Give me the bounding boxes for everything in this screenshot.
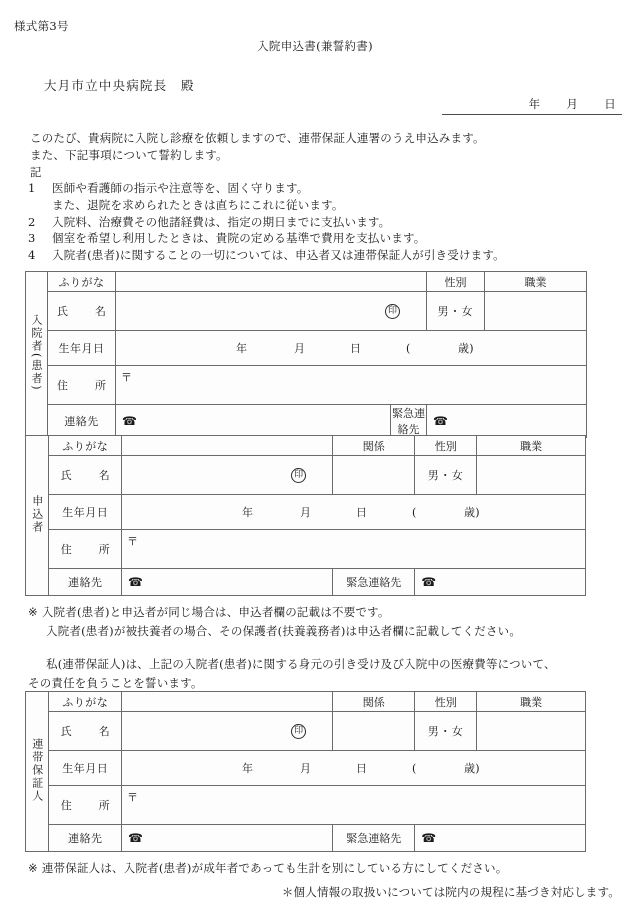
patient-gender-choice[interactable]: 男・女 [427, 292, 485, 331]
note-mark-icon: ※ [28, 605, 38, 619]
clause-number: 1 [28, 181, 36, 195]
patient-tel-input[interactable] [116, 405, 391, 438]
table-row [26, 436, 586, 456]
guarantor-dob-input[interactable] [121, 751, 585, 786]
guarantor-vertical-label: 連帯保証人 [26, 692, 49, 852]
mid-notes [28, 603, 628, 641]
date-month-label: 月 [566, 97, 579, 111]
clause-item [28, 230, 618, 247]
dob-field-guides [122, 504, 585, 520]
applicant-furigana-input[interactable] [121, 436, 332, 456]
furigana-label: ふりがな [48, 272, 116, 292]
dob-age-label: 歳) [458, 342, 474, 355]
patient-vertical-label: 入院者(患者) [26, 272, 48, 438]
ki-heading: 記 [30, 165, 42, 179]
relation-header: 関係 [333, 436, 415, 456]
clause-item [28, 214, 618, 231]
dob-month-label: 月 [299, 506, 312, 519]
footer-note-text: 連帯保証人は、入院者(患者)が成年者であっても生計を別にしている方にしてください。 [41, 861, 508, 875]
applicant-vertical-label: 申込者 [26, 436, 49, 596]
clause-list [28, 180, 618, 264]
mid-note-line-1 [28, 603, 628, 622]
emergency-tel-label: 緊急連絡先 [333, 569, 415, 596]
table-row [26, 712, 586, 751]
dob-month-label: 月 [294, 342, 306, 355]
table-row [26, 292, 587, 331]
clause-text: 入院料、治療費その他諸経費は、指定の期日までに支払います。 [52, 214, 391, 229]
applicant-name-input[interactable] [121, 456, 332, 495]
tel-label: 連絡先 [48, 405, 116, 438]
telephone-icon: ☎ [421, 830, 437, 845]
seal-mark: 印 [122, 468, 332, 483]
table-row [26, 272, 587, 292]
occupation-header: 職業 [477, 692, 586, 712]
table-row [26, 569, 586, 596]
applicant-address-input[interactable] [121, 530, 585, 569]
clause-text: 医師や看護師の指示や注意等を、固く守ります。 [52, 181, 309, 195]
applicant-tel-input[interactable] [121, 569, 332, 596]
table-row [26, 751, 586, 786]
telephone-icon: ☎ [127, 574, 143, 589]
furigana-label: ふりがな [49, 436, 122, 456]
privacy-note: ＊個人情報の取扱いについては院内の規程に基づき対応します。 [281, 885, 620, 899]
dob-day-label: 日 [350, 342, 362, 355]
seal-mark: 印 [116, 304, 426, 319]
pledge-line-2: その責任を負うことを誓います。 [28, 676, 203, 690]
address-label: 住 所 [49, 786, 122, 825]
intro-paragraph [30, 130, 610, 181]
clause-text: 入院者(患者)に関することの一切については、申込者又は連帯保証人が引き受けます。 [52, 248, 505, 263]
clause-item [28, 180, 618, 214]
guarantor-tel-input[interactable] [121, 825, 332, 852]
footer-note [28, 859, 628, 878]
date-year-label: 年 [528, 97, 541, 111]
dob-year-label: 年 [236, 342, 248, 355]
postal-mark: 〒 [126, 791, 138, 804]
addressee-line: 大月市立中央病院長 殿 [44, 78, 195, 93]
dob-age-open: ( [411, 506, 417, 519]
address-label: 住 所 [49, 530, 122, 569]
occupation-header: 職業 [477, 436, 586, 456]
telephone-icon: ☎ [122, 413, 137, 428]
table-row [26, 786, 586, 825]
dob-year-label: 年 [241, 762, 254, 775]
furigana-label: ふりがな [49, 692, 122, 712]
clause-number: 4 [28, 248, 36, 263]
telephone-icon: ☎ [421, 574, 437, 589]
guarantor-gender-choice[interactable]: 男・女 [415, 712, 477, 751]
name-label: 氏 名 [48, 292, 116, 331]
applicant-relation-input[interactable] [333, 456, 415, 495]
seal-mark: 印 [122, 724, 332, 739]
date-entry-line[interactable] [442, 96, 622, 115]
mid-note-line-2: 入院者(患者)が被扶養者の場合、その保護者(扶養義務者)は申込者欄に記載してください。 [46, 624, 522, 638]
patient-address-input[interactable] [116, 366, 587, 405]
emergency-tel-label: 緊急連絡先 [391, 405, 427, 438]
dob-age-label: 歳) [463, 506, 480, 519]
patient-occupation-input[interactable] [485, 292, 587, 331]
telephone-icon: ☎ [127, 830, 143, 845]
tel-label: 連絡先 [49, 825, 122, 852]
gender-header: 性別 [415, 692, 477, 712]
table-row [26, 495, 586, 530]
clause-subtext: また、退院を求められたときは直ちにこれに従います。 [52, 197, 344, 212]
guarantor-name-input[interactable] [121, 712, 332, 751]
applicant-table [25, 435, 586, 596]
table-row [26, 366, 587, 405]
table-row [26, 692, 586, 712]
guarantor-address-input[interactable] [121, 786, 585, 825]
dob-age-open: ( [406, 342, 411, 355]
dob-day-label: 日 [355, 762, 368, 775]
clause-item [28, 247, 618, 264]
relation-header: 関係 [333, 692, 415, 712]
patient-emergency-tel-input[interactable] [427, 405, 587, 438]
telephone-icon: ☎ [433, 413, 448, 428]
guarantor-table [25, 691, 586, 852]
occupation-header: 職業 [485, 272, 587, 292]
postal-mark: 〒 [121, 371, 132, 384]
gender-header: 性別 [427, 272, 485, 292]
applicant-dob-input[interactable] [121, 495, 585, 530]
dob-month-label: 月 [299, 762, 312, 775]
mid-note-text-1: 入院者(患者)と申込者が同じ場合は、申込者欄の記載は不要です。 [41, 605, 390, 619]
dob-age-open: ( [411, 762, 417, 775]
table-row [26, 825, 586, 852]
table-row [26, 405, 587, 438]
dob-label: 生年月日 [48, 331, 116, 366]
guarantor-relation-input[interactable] [333, 712, 415, 751]
guarantor-occupation-input[interactable] [477, 712, 586, 751]
emergency-tel-label: 緊急連絡先 [333, 825, 415, 852]
document-title: 入院申込書(兼誓約書) [257, 39, 373, 53]
dob-label: 生年月日 [49, 495, 122, 530]
pledge-line-1: 私(連帯保証人)は、上記の入院者(患者)に関する身元の引き受け及び入院中の医療費等について、 [46, 657, 556, 671]
dob-field-guides [116, 340, 586, 356]
dob-field-guides [122, 760, 585, 776]
guarantor-pledge [28, 655, 618, 693]
tel-label: 連絡先 [49, 569, 122, 596]
name-label: 氏 名 [49, 712, 122, 751]
dob-age-label: 歳) [463, 762, 480, 775]
clause-number: 2 [28, 214, 36, 229]
dob-label: 生年月日 [49, 751, 122, 786]
note-mark-icon: ※ [28, 861, 38, 875]
guarantor-emergency-tel-input[interactable] [415, 825, 586, 852]
name-label: 氏 名 [49, 456, 122, 495]
patient-table [25, 271, 587, 438]
intro-line-2: また、下記事項について誓約します。 [30, 148, 228, 162]
applicant-gender-choice[interactable]: 男・女 [415, 456, 477, 495]
clause-number: 3 [28, 231, 36, 246]
patient-furigana-input[interactable] [116, 272, 427, 292]
table-row [26, 456, 586, 495]
clause-text: 個室を希望し利用したときは、貴院の定める基準で費用を支払います。 [52, 231, 426, 246]
postal-mark: 〒 [126, 535, 138, 548]
date-day-label: 日 [604, 97, 616, 111]
patient-name-input[interactable] [116, 292, 427, 331]
table-row [26, 331, 587, 366]
patient-dob-input[interactable] [116, 331, 587, 366]
intro-line-1: このたび、貴病院に入院し診療を依頼しますので、連帯保証人連署のうえ申込みます。 [30, 131, 485, 145]
dob-day-label: 日 [355, 506, 368, 519]
table-row [26, 530, 586, 569]
address-label: 住 所 [48, 366, 116, 405]
applicant-emergency-tel-input[interactable] [415, 569, 586, 596]
form-number: 様式第3号 [14, 19, 69, 33]
gender-header: 性別 [415, 436, 477, 456]
applicant-occupation-input[interactable] [477, 456, 586, 495]
dob-year-label: 年 [241, 506, 254, 519]
guarantor-furigana-input[interactable] [121, 692, 332, 712]
